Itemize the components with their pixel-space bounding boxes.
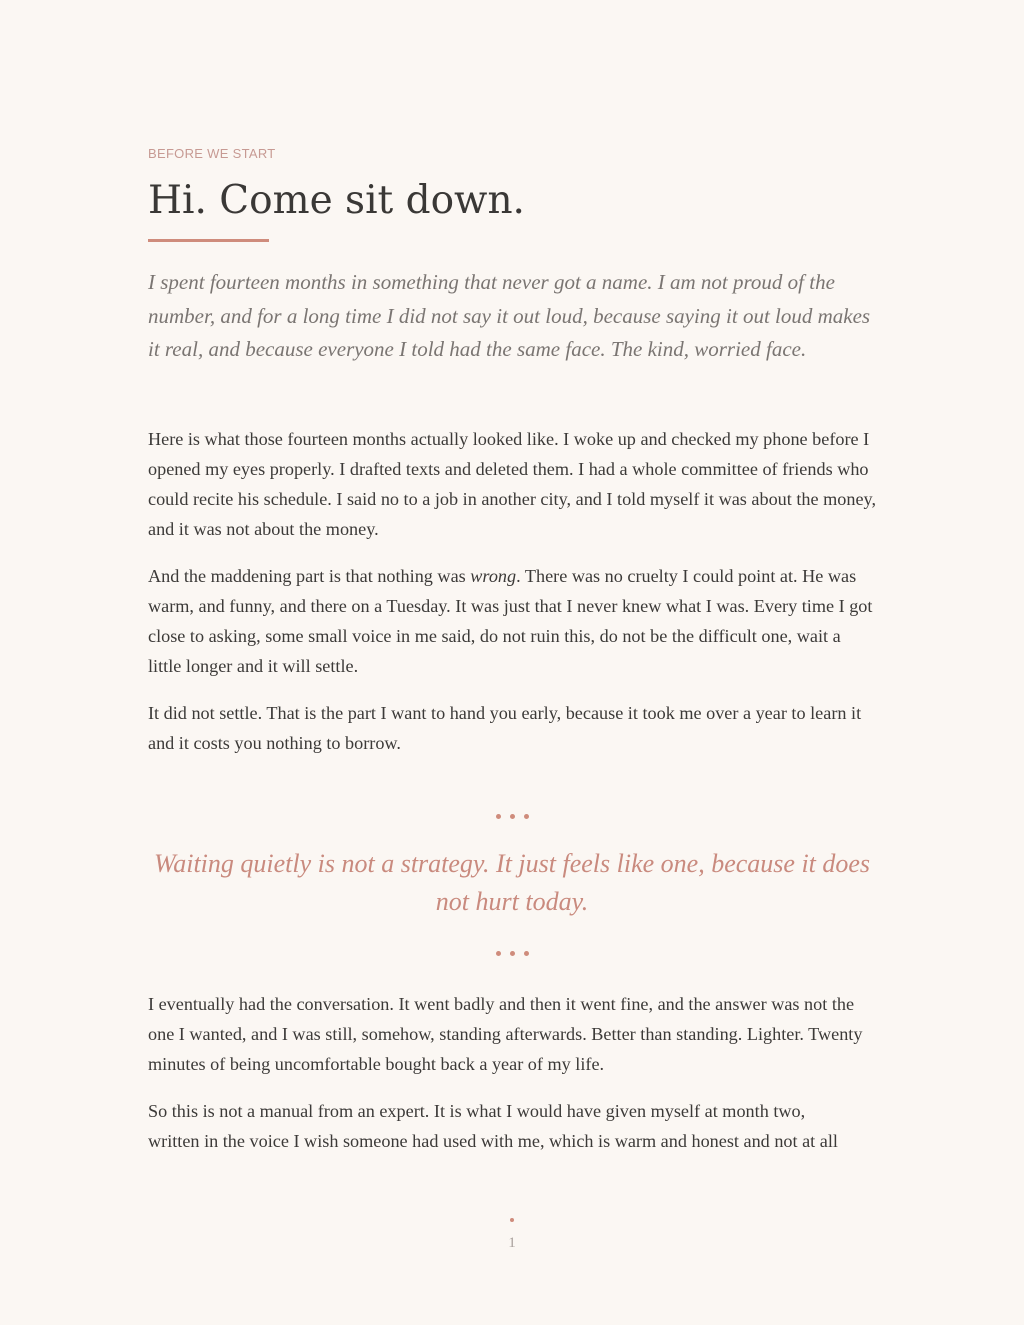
body-paragraph-2: [148, 561, 876, 681]
paragraph-2-text-start: And the maddening part is that nothing was: [148, 566, 471, 586]
page-number: 1: [508, 1235, 516, 1251]
page-number-ornament: [510, 1218, 514, 1222]
body-paragraph-5: [148, 1096, 876, 1156]
ornament-dot: [496, 951, 501, 956]
ornament-dot: [524, 814, 529, 819]
body-paragraph-3: It did not settle. That is the part I want to hand you early, because it took me over a year to learn it and it costs you nothing to borrow.: [148, 703, 862, 753]
title-underline: [148, 239, 269, 242]
section-eyebrow: BEFORE WE START: [148, 146, 276, 161]
ornament-dots-bottom: [148, 951, 876, 956]
ornament-dot: [496, 814, 501, 819]
body-paragraph-4: I eventually had the conversation. It went badly and then it went fine, and the answer was not the one I wanted, and I was still, somehow, standing afterwards. Better than standing. Lighter. Twenty minutes of being uncomfortable bought back a year of my life.: [148, 994, 863, 1074]
pull-quote: Waiting quietly is not a strategy. It just feels like one, because it does not hurt today.: [153, 849, 871, 916]
emphasis-word: wrong: [470, 566, 517, 586]
body-paragraph-1: Here is what those fourteen months actually looked like. I woke up and checked my phone before I opened my eyes properly. I drafted texts and deleted them. I had a whole committee of friends who could recite his schedule. I said no to a job in another city, and I told myself it was about the money, and it was not about the money.: [148, 429, 876, 539]
paragraph-2-text-end: . There was no cruelty I could point at. He was warm, and funny, and there on a Tuesday. It was just that I never knew what I was. Every time I got close to asking, some small voice in me said, do not ruin this, do not be the difficult one, wait a little longer and it will settle.: [148, 566, 873, 676]
ornament-dot: [510, 814, 515, 819]
ornament-dots-top: [148, 814, 876, 819]
document-page: [148, 0, 876, 1325]
paragraph-5-line-2: written in the voice I wish someone had used with me, which is warm and honest and not at all: [148, 1131, 838, 1151]
intro-paragraph: I spent fourteen months in something that never got a name. I am not proud of the number, and for a long time I did not say it out loud, because saying it out loud makes it real, and because everyone I told had the same face. The kind, worried face.: [148, 270, 871, 361]
paragraph-5-line-1: So this is not a manual from an expert. It is what I would have given myself at month two,: [148, 1101, 806, 1121]
ornament-dot: [524, 951, 529, 956]
ornament-dot: [510, 951, 515, 956]
page-title: Hi. Come sit down.: [148, 178, 525, 223]
